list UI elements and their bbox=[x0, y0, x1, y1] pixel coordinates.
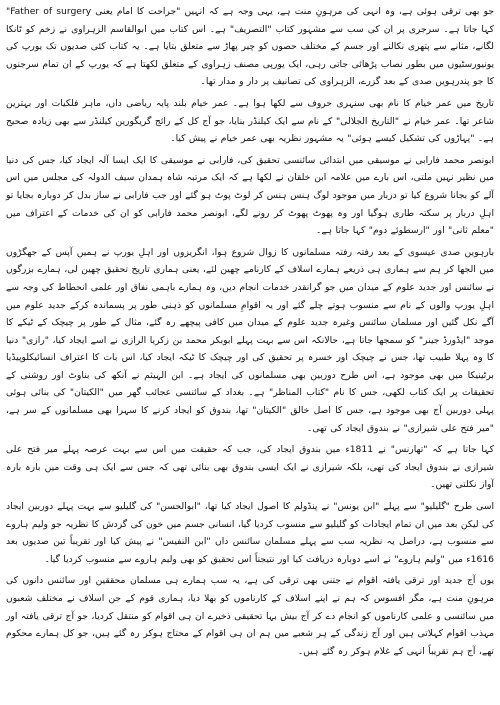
paragraph-gun: کہا جاتا ہے کہ "تھارنس" نے 1811ء میں بندوق ایجاد کی، جب کہ حقیقت میں اس سے بہت عرصہ پہلے میر فتح علی شیرازی نے بندوق ایجاد کی تھی، بلکہ شیرازی نے ایک ایسی بندوق بھی بنائی تھی کہ جس سے ایک ہی وقت میں بارہ بارہ آواز نکلتی تھیں۔ bbox=[6, 444, 494, 491]
paragraph-galileo: اسی طرح "گلیلیو" سے پہلے "ابن یونس" نے پنڈولم کا اصول ایجاد کیا تھا، "ابوالحسن" کی گلیلیو سے بہت پہلے دوربین ایجاد کی لیکن بعد میں ان تمام ایجادات کو گلیلیو سے منسوب کردیا گیا، انسانی جسم میں خون کی گردش کا نظریہ جو ولیم ہاروے سے منسوب ہے، دراصل یہ نظریہ سب سے پہلے مسلمان سائنس داں "ابن النفیس" نے پیش کیا اور تقریباً تین صدیوں بعد 1616ء میں "ولیم ہاروے" نے اسے دوبارہ دریافت کیا اور نتیجتاً اس تحقیق کو بھی ولیم ہاروے سے منسوب کردیا گیا۔ bbox=[6, 501, 494, 565]
paragraph-decline: بارہویں صدی عیسوی کے بعد رفتہ رفتہ مسلمانوں کا زوال شروع ہوا، انگریزوں اور اہلِ یورپ نے ہمیں آپس کے جھگڑوں میں الجھا کر ہم سے ہماری ہی ذریعے ہمارے اسلاف کے کارنامے چھین لئے، یعنی ہماری تاریخ تحقیق چھین لی، ہمارے بزرگوں نے سائنس اور جدید علوم کے میدان میں جو گرانقدر خدمات انجام دیں، وہ ہمارے باہمی نفاق اور علمی انحطاط کی وجہ سے اہلِ یورپ والوں کے نام سے منسوب ہوتے چلے گئے اور یہ اقوامِ مسلمانوں کو ذہنی طور پر پسماندہ کرکے جدید علوم میں آگے نکل گئیں اور مسلمان سائنس وغیرہ جدید علوم کے میدان میں کافی پیچھے رہ گئے، مثال کے طور پر چیچک کے ٹیکے کا موجد "ایڈورڈ جینر" کو سمجھا جاتا ہے، حالانکہ اس سے بہت پہلے ابوبکر محمد بن زکریا الرازی نے اسے ایجاد کیا، "رازی" دنیا کا وہ پہلا طبیب تھا، جس نے چیچک اور خسرہ پر تحقیق کی اور چیچک کا ٹیکہ ایجاد کیا، اس بات کا اعتراف انسائیکلوپیڈیا برٹینیکا میں بھی موجود ہے، اس طرح دوربین بھی مسلمانوں کی ایجاد ہے۔ ابن الہیثم نے آنکھ کی بناوٹ اور روشنی کے تحقیقات پر ایک کتاب لکھی، جس کا نام "کتاب المناظر" ہے۔ بغداد کے سائنسی عجائب گھر میں "الکیتان" کی بنائی ہوئی پہلی دوربین آج بھی موجود ہے، جس کا اصل خالق "الکیتان" تھا، بندوق کو ایجاد کرنے کا سہرا بھی مسلمانوں کے سر ہے، "میر فتح علی شیرازی" نے بندوق ایجاد کی تھی۔ bbox=[6, 246, 494, 434]
paragraph-zahrawi: جو بھی ترقی ہوئی ہے، وہ انہی کی مرہونِ منت ہے، یہی وجہ ہے کہ انہیں "جراحت کا امام یعنی Father of surgery" کہا جاتا ہے۔ سرجری پر ان کی سب سے مشہور کتاب "التصریف" ہے۔ اس کتاب میں ابوالقاسم الزہراوی نے زخم کو ٹانکا لگانے، مثانے سے پتھری نکالنے اور جسم کے مختلف حصوں کو چیر پھاڑ سے متعلق بتایا ہے۔ یہ کتاب کئی صدیوں تک یورپ کی یونیورسٹیوں میں بطور نصاب پڑھائی جاتی رہی، ایک یورپی مصنف زہراوی کے متعلق لکھتا ہے کہ یورپ کے ان تمام سرجنوں کا جو پندرہویں صدی کے بعد گزرے، الزہراوی کی تصانیف پر دار و مدار تھا۔ bbox=[6, 6, 494, 88]
paragraph-omar-khayyam: تاریخ میں عمر خیام کا نام بھی سنہری حروف سے لکھا ہوا ہے۔ عمر خیام بلند پایہ ریاضی داں، ماہر فلکیات اور بہترین شاعر تھا۔ عمر خیام نے "التاریخ الجلالی" کے نام سے ایک کیلنڈر بنایا، جو آج کل کے رائج گریگورین کیلنڈر سے بھی زیادہ صحیح ہے۔ "پہاڑوں کی تشکیل کیسے ہوئی" یہ مشہور نظریہ بھی عمر خیام نے پیش کیا۔ bbox=[6, 97, 494, 145]
paragraph-farabi: ابونصر محمد فارابی نے موسیقی میں ابتدائی سائنسی تحقیق کی، فارابی نے موسیقی کا ایک ایسا آلہ ایجاد کیا، جس کی دنیا میں نظیر نہیں ملتی، اس بارے میں علامہ ابن خلقان نے لکھا ہے کہ ایک مرتبہ شاہ ہمدان سیف الدولہ کی مجلس میں اس آلے کو بجانا شروع کیا تو دربار میں موجود لوگ ہنس ہنس کر لوٹ پوٹ ہو گئے اور جب فارابی نے ساز بدل کر دوبارہ بجایا تو اہلِ دربار پر سکتہ طاری ہوگیا اور وہ پھوٹ پھوٹ کر رونے لگے، ابونصر محمد فارابی کو ان کی خدمات کے اعتراف میں "معلم ثانی" اور "ارسطوئے دوم" کہا جاتا ہے۔ bbox=[6, 154, 494, 237]
paragraph-conclusion: یوں آج جدید اور ترقی یافتہ اقوام نے جتنی بھی ترقی کی ہے، یہ سب ہمارے ہی مسلمان محققین اور سائنس دانوں کی مرہونِ منت ہے، مگر افسوس کہ ہم نے اپنے اسلاف کے کارناموں کو بھلا دیا، ہماری قوم کے جن اسلاف نے مختلف شعبوں میں سائنسی و علمی کارناموں کو انجام دے کر آج بیش بہا تحقیقی ذخیرے ان ہی اقوام کو منتقل کردیا، جو آج ترقی یافتہ اور مہذب اقوام کہلاتی ہیں اور آج زندگی کے ہر شعبے میں ہم ان ہی اقوام کے محتاج ہوکر رہ گئے ہیں، جو کل ہمارے محکوم تھے، آج ہم تقریباً انہی کے غلام ہوکر رہ گئے ہیں۔ bbox=[6, 575, 494, 657]
